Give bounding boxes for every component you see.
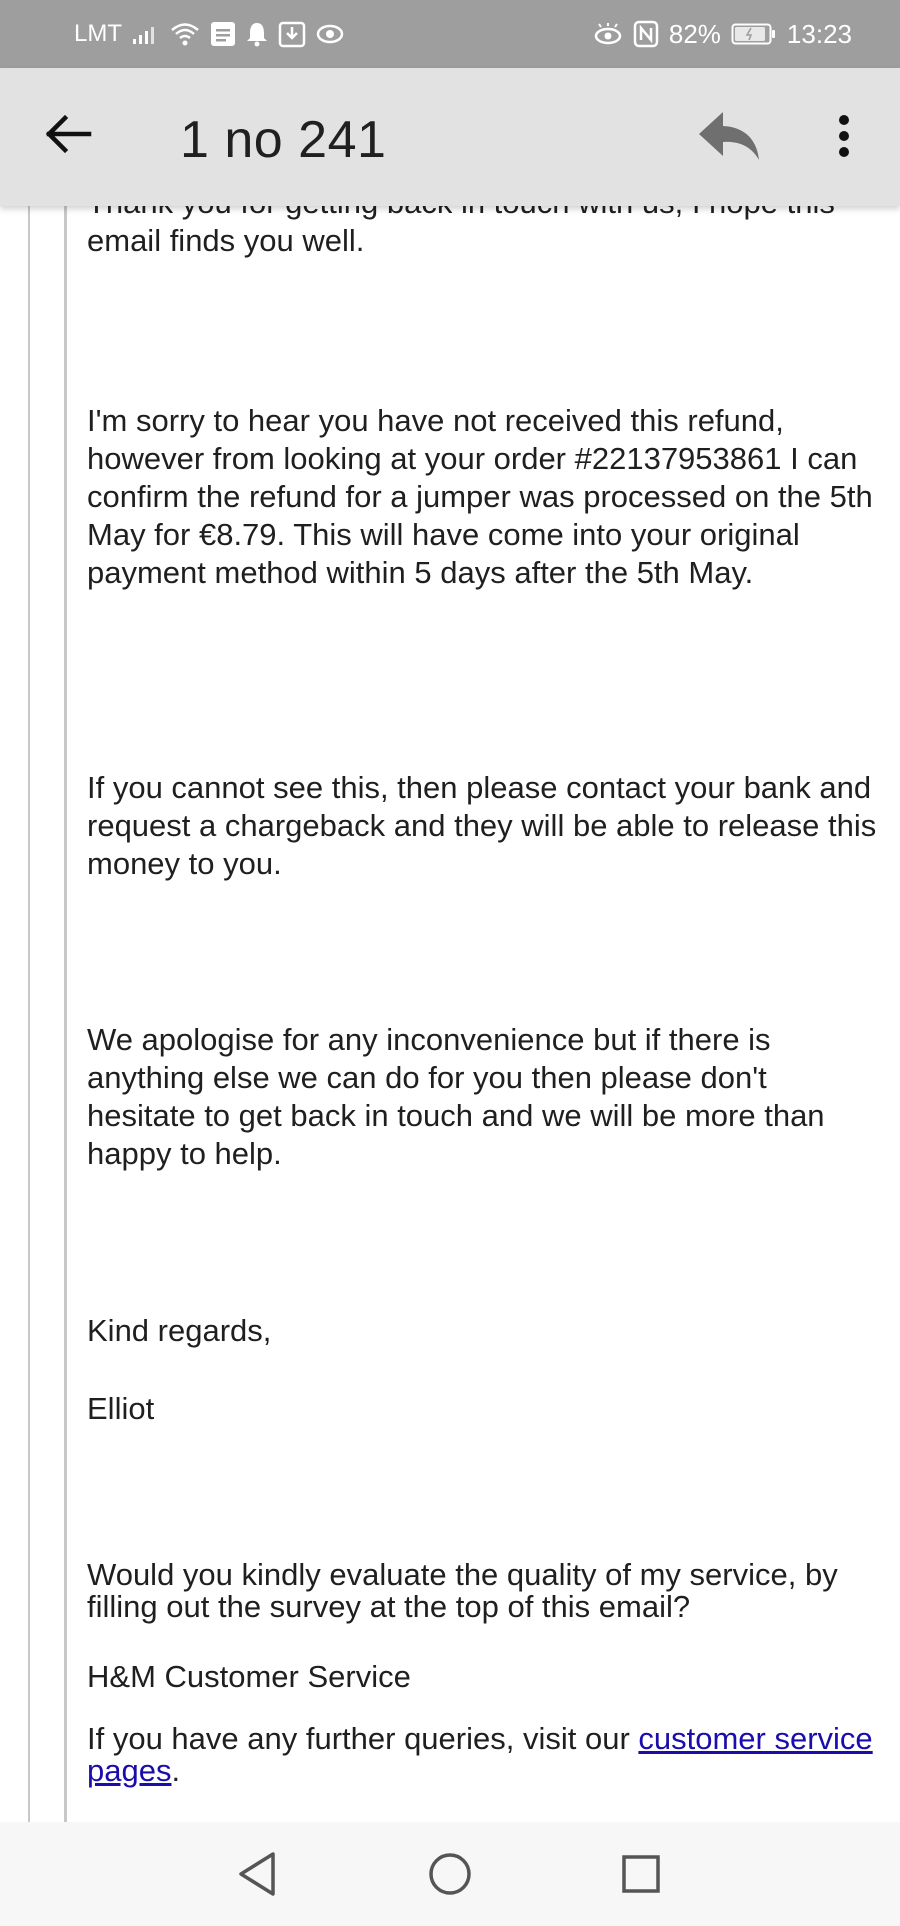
bell-icon [246, 21, 268, 47]
queries-prefix: If you have any further queries, visit our [87, 1721, 639, 1756]
quote-border-inner [64, 206, 67, 1822]
status-left [74, 20, 344, 48]
survey-paragraph: Would you kindly evaluate the quality of my service, by filling out the survey at the top of this email? [87, 1557, 838, 1624]
queries-paragraph [87, 1723, 877, 1787]
reply-icon [697, 110, 761, 167]
customer-service-link[interactable]: customer service pages [87, 1721, 873, 1788]
nav-back-button[interactable] [229, 1848, 285, 1904]
reply-button[interactable] [694, 108, 764, 168]
system-nav-bar [0, 1822, 900, 1926]
quote-border-outer [28, 206, 30, 1822]
status-right [593, 19, 852, 50]
app-bar [0, 68, 900, 206]
email-subject-title: 1 no 241 [180, 111, 387, 169]
eye-icon [316, 24, 344, 44]
sign-off: Kind regards, [87, 1313, 272, 1348]
nav-back-icon [235, 1850, 279, 1903]
more-vert-icon [837, 114, 851, 163]
chargeback-paragraph: If you cannot see this, then please contact your bank and request a chargeback and they will be able to release this money to you. [87, 770, 877, 881]
queries-suffix: . [171, 1753, 181, 1788]
nav-home-button[interactable] [422, 1848, 478, 1904]
battery-percent: 82% [668, 18, 721, 49]
message-icon [210, 21, 236, 47]
carrier-label: LMT [74, 20, 122, 47]
battery-icon [731, 22, 777, 46]
agent-name: Elliot [87, 1391, 155, 1426]
refund-paragraph: I'm sorry to hear you have not received this refund, however from looking at your order #22137953861 I can confirm the refund for a jumper was processed on the 5th May for €8.79. This will have come into your original payment method within 5 days after the 5th May. [87, 403, 873, 590]
eye-comfort-icon [593, 22, 623, 46]
back-button[interactable] [40, 108, 96, 164]
signal-icon [132, 23, 160, 45]
nav-recents-button[interactable] [613, 1848, 669, 1904]
greeting-paragraph: email finds you well. [87, 223, 365, 258]
clock: 13:23 [786, 18, 852, 49]
nfc-icon [633, 20, 659, 48]
team-signature: H&M Customer Service [87, 1659, 411, 1694]
wifi-icon [170, 21, 200, 47]
more-options-button[interactable] [818, 108, 870, 168]
nav-recents-icon [620, 1853, 662, 1900]
back-arrow-icon [45, 114, 91, 159]
nav-home-icon [427, 1851, 473, 1902]
apology-paragraph: We apologise for any inconvenience but if there is anything else we can do for you then please don't hesitate to get back in touch and we will be more than happy to help. [87, 1022, 825, 1171]
download-icon [278, 20, 306, 48]
email-body[interactable] [0, 206, 900, 1822]
status-bar [0, 0, 900, 68]
